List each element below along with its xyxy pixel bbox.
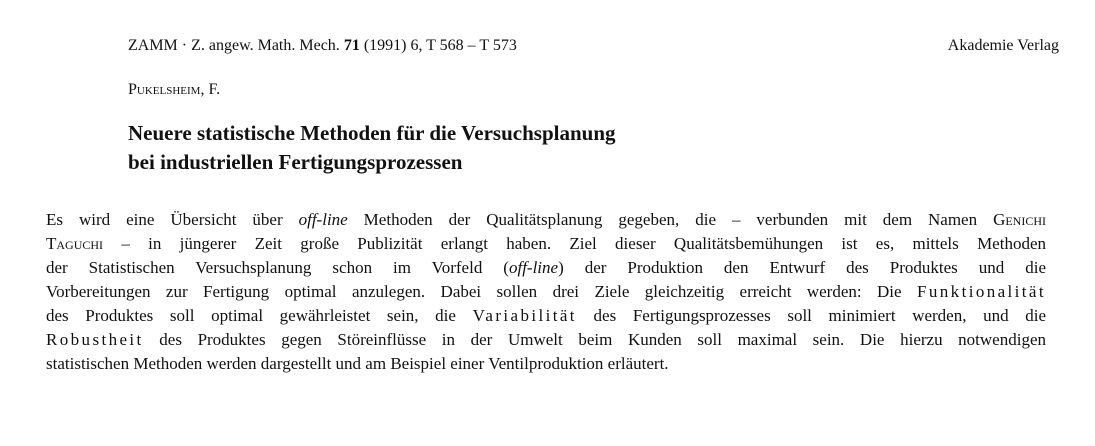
abstract-text: – in jüngerer Zeit große Publizität erlangt haben. Ziel dieser Qualitätsbemühungen ist es, mittels Methoden [103,234,1046,253]
abstract-line [46,256,1046,280]
paper-title [128,119,888,177]
journal-citation [128,36,517,56]
abstract-text: des Fertigungsprozesses soll minimiert werden, und die [576,306,1046,325]
abstract-text: Vorbereitungen zur Fertigung optimal anzulegen. Dabei sollen drei Ziele gleichzeitig erreicht werden: Die [46,282,918,301]
journal-name: ZAMM · Z. angew. Math. Mech. [128,37,344,54]
abstract-text: statistischen Methoden werden dargestellt und am Beispiel einer Ventilproduktion erläutert. [46,354,669,373]
author-name: Pukelsheim, F. [128,81,221,98]
abstract-italic-term: off-line [508,258,559,277]
journal-issue-pages: (1991) 6, T 568 – T 573 [359,37,517,54]
abstract-person-name: Taguchi [46,234,104,253]
title-line-1: Neuere statistische Methoden für die Versuchsplanung [128,121,616,145]
abstract-spaced-term: Variabilität [472,306,577,325]
abstract-italic-term: off-line [298,210,348,229]
abstract-line [46,304,1046,328]
abstract-line [46,328,1046,352]
abstract-person-name: Genichi [993,210,1046,229]
abstract-line [46,280,1046,304]
publisher: Akademie Verlag [947,37,1059,54]
abstract-line [46,352,1046,376]
title-line-2: bei industriellen Fertigungsprozessen [128,150,463,174]
abstract-text: des Produktes gegen Störeinflüsse in der Umwelt beim Kunden soll maximal sein. Die hierzu notwendigen [143,330,1046,349]
abstract-text: der Statistischen Versuchsplanung schon im Vorfeld ( [46,258,509,277]
abstract-spaced-term: Robustheit [46,330,144,349]
abstract-line [46,232,1046,256]
abstract-text: des Produktes soll optimal gewährleistet sein, die [46,306,473,325]
abstract-text: ) der Produktion den Entwurf des Produktes und die [558,258,1046,277]
abstract-spaced-term: Funktionalität [917,282,1046,301]
abstract-text: Methoden der Qualitätsplanung gegeben, die – verbunden mit dem Namen [347,210,994,229]
journal-volume: 71 [343,37,360,54]
abstract-text: Es wird eine Übersicht über [46,210,299,229]
abstract-line [46,208,1046,232]
abstract [46,208,1046,376]
